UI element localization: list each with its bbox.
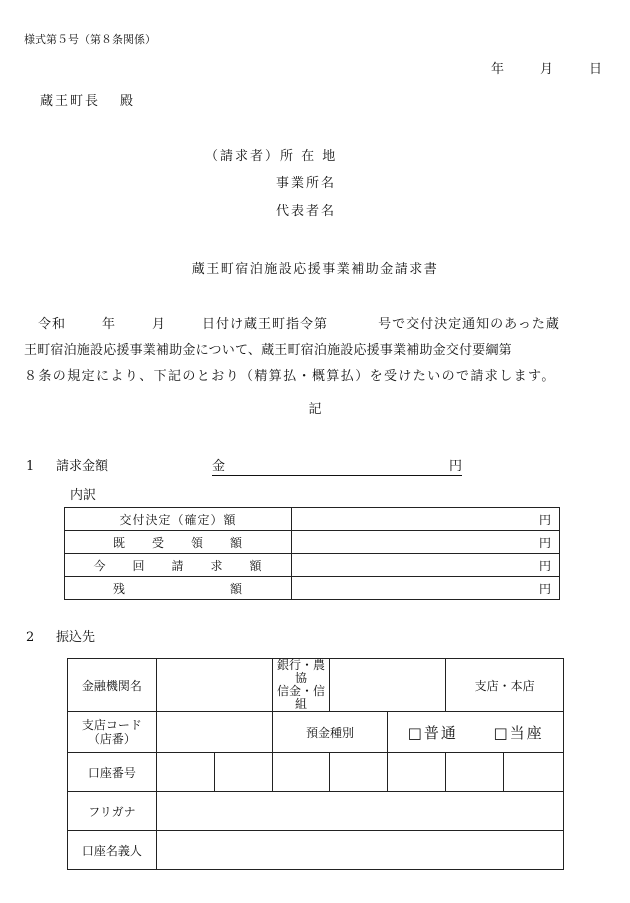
table-row — [65, 508, 560, 531]
breakdown-value-cell[interactable]: 円 — [292, 577, 560, 600]
account-digit-cell[interactable] — [446, 753, 504, 792]
addressee-name: 蔵王町長 — [40, 94, 101, 109]
bank-table — [67, 658, 564, 870]
account-digit-cell[interactable] — [504, 753, 564, 792]
furigana-input[interactable] — [156, 792, 563, 831]
table-row — [65, 577, 560, 600]
date-month: 月 — [539, 62, 553, 77]
branch-code-label: 支店コード （店番） — [68, 712, 157, 753]
branch-name-input[interactable] — [330, 659, 446, 712]
bank-type-label: 銀行・農協 信金・信組 — [272, 659, 330, 712]
table-row — [68, 831, 564, 870]
deposit-type-label: 預金種別 — [272, 712, 388, 753]
breakdown-table — [64, 507, 560, 600]
office-name-label: 事業所名 — [276, 176, 337, 191]
date-year: 年 — [490, 62, 504, 77]
table-row — [65, 531, 560, 554]
account-holder-label: 口座名義人 — [68, 831, 157, 870]
section2-heading: 2 振込先 — [26, 630, 96, 645]
requester-prefix: （請求者） — [205, 149, 281, 164]
breakdown-label-cell: 残 額 — [65, 577, 292, 600]
account-number-label: 口座番号 — [68, 753, 157, 792]
body-line-2: 王町宿泊施設応援事業補助金について、蔵王町宿泊施設応援事業補助金交付要綱第 — [24, 343, 512, 358]
bank-name-input[interactable] — [156, 659, 272, 712]
breakdown-label: 内訳 — [70, 488, 97, 503]
section1-heading: 1 請求金額 — [26, 459, 109, 474]
addressee — [40, 90, 135, 109]
deposit-type-options — [388, 712, 564, 753]
table-row — [68, 712, 564, 753]
body-text — [24, 312, 606, 390]
request-amount-field[interactable]: 金 円 — [212, 455, 462, 476]
account-holder-input[interactable] — [156, 831, 563, 870]
branch-type-label: 支店・本店 — [446, 659, 564, 712]
table-row — [68, 792, 564, 831]
ki-heading: 記 — [308, 402, 322, 417]
account-digit-cell[interactable] — [272, 753, 330, 792]
account-digit-cell[interactable] — [388, 753, 446, 792]
date-line — [485, 58, 602, 77]
breakdown-value-cell[interactable]: 円 — [292, 508, 560, 531]
account-digit-cell[interactable] — [214, 753, 272, 792]
breakdown-label-cell: 今 回 請 求 額 — [65, 554, 292, 577]
breakdown-label-cell: 既 受 領 額 — [65, 531, 292, 554]
document-title: 蔵王町宿泊施設応援事業補助金請求書 — [191, 262, 439, 277]
breakdown-value-cell[interactable]: 円 — [292, 554, 560, 577]
addressee-honorific: 殿 — [120, 94, 136, 109]
date-day: 日 — [588, 62, 602, 77]
table-row — [65, 554, 560, 577]
breakdown-label-cell: 交付決定（確定）額 — [65, 508, 292, 531]
deposit-current-checkbox[interactable]: □当座 — [493, 723, 544, 742]
deposit-ordinary-checkbox[interactable]: □普通 — [407, 723, 458, 742]
account-digit-cell[interactable] — [330, 753, 388, 792]
account-digit-cell[interactable] — [156, 753, 214, 792]
furigana-label: フリガナ — [68, 792, 157, 831]
body-line-1: 令和 年 月 日付け蔵王町指令第 号で交付決定通知のあった蔵 — [38, 317, 560, 332]
form-number: 様式第５号（第８条関係） — [24, 33, 156, 46]
requester-address — [205, 145, 337, 164]
branch-code-input[interactable] — [156, 712, 272, 753]
bank-name-label: 金融機関名 — [68, 659, 157, 712]
body-line-3: ８条の規定により、下記のとおり（精算払・概算払）を受けたいので請求します。 — [24, 369, 556, 384]
table-row — [68, 753, 564, 792]
address-label: 所 在 地 — [280, 149, 338, 164]
breakdown-value-cell[interactable]: 円 — [292, 531, 560, 554]
table-row — [68, 659, 564, 712]
representative-label: 代表者名 — [276, 204, 337, 219]
